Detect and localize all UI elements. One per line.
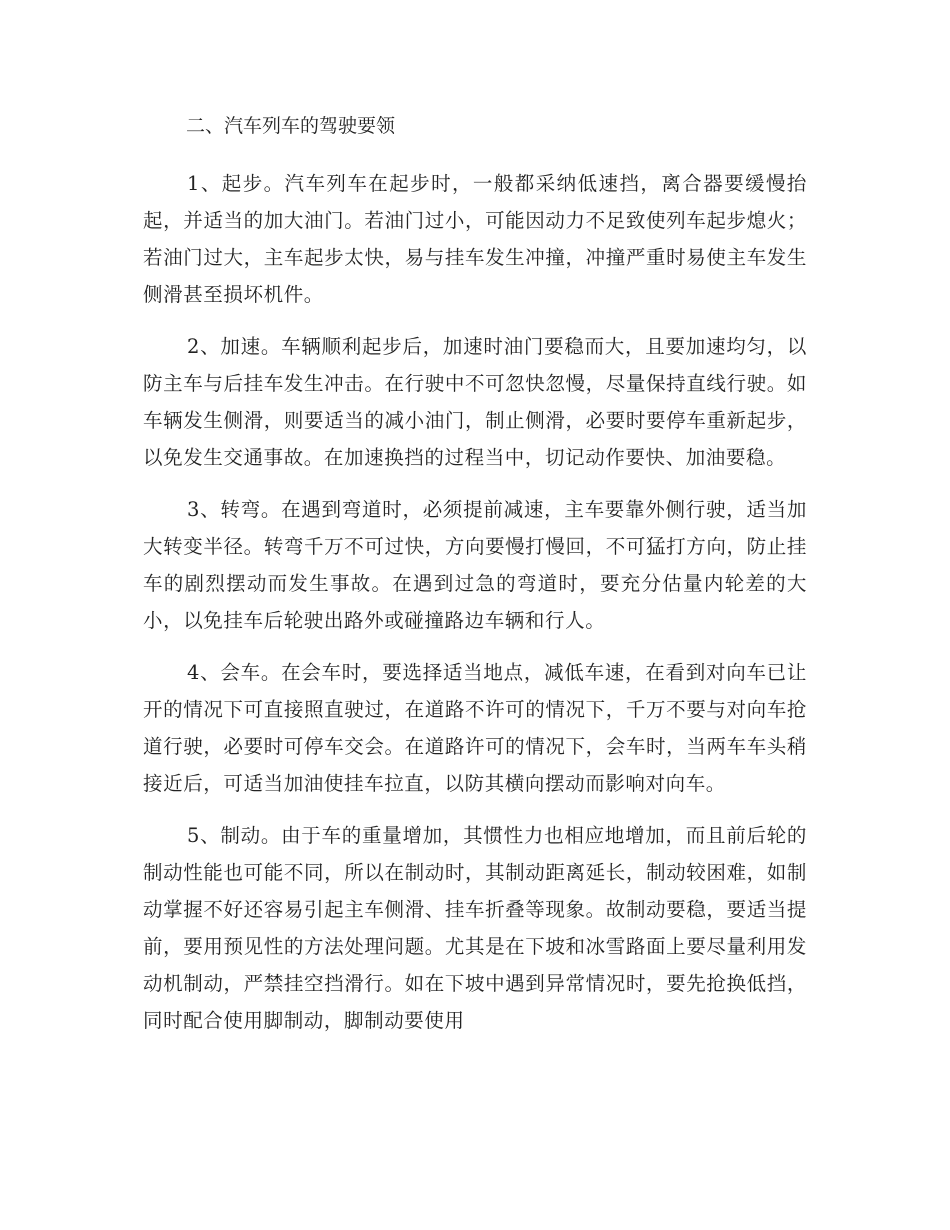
paragraph-braking: 5、制动。由于车的重量增加，其惯性力也相应地增加，而且前后轮的制动性能也可能不同，所以在制动时，其制动距离延长，制动较困难，如制动掌握不好还容易引起主车侧滑、挂车折叠等现象。故制动要稳，要适当提前，要用预见性的方法处理问题。尤其是在下坡和冰雪路面上要尽量利用发动机制动，严禁挂空挡滑行。如在下坡中遇到异常情况时，要先抢换低挡，同时配合使用脚制动，脚制动要使用 (143, 824, 807, 1032)
paragraph-turning: 3、转弯。在遇到弯道时，必须提前减速，主车要靠外侧行驶，适当加大转变半径。转弯千万不可过快，方向要慢打慢回，不可猛打方向，防止挂车的剧烈摆动而发生事故。在遇到过急的弯道时，要充分估量内轮差的大小，以免挂车后轮驶出路外或碰撞路边车辆和行人。 (143, 498, 807, 632)
paragraph-acceleration: 2、加速。车辆顺利起步后，加速时油门要稳而大，且要加速均匀，以防主车与后挂车发生冲击。在行驶中不可忽快忽慢，尽量保持直线行驶。如车辆发生侧滑，则要适当的减小油门，制止侧滑，必要时要停车重新起步，以免发生交通事故。在加速换挡的过程当中，切记动作要快、加油要稳。 (143, 335, 807, 469)
section-heading: 二、汽车列车的驾驶要领 (186, 115, 396, 137)
paragraph-starting: 1、起步。汽车列车在起步时，一般都采纳低速挡，离合器要缓慢抬起，并适当的加大油门。若油门过小，可能因动力不足致使列车起步熄火；若油门过大，主车起步太快，易与挂车发生冲撞，冲撞严重时易使主车发生侧滑甚至损坏机件。 (143, 172, 807, 306)
paragraph-passing: 4、会车。在会车时，要选择适当地点，减低车速，在看到对向车已让开的情况下可直接照直驶过，在道路不许可的情况下，千万不要与对向车抢道行驶，必要时可停车交会。在道路许可的情况下，会车时，当两车车头稍接近后，可适当加油使挂车拉直，以防其横向摆动而影响对向车。 (143, 661, 807, 795)
document-body (143, 108, 807, 1054)
